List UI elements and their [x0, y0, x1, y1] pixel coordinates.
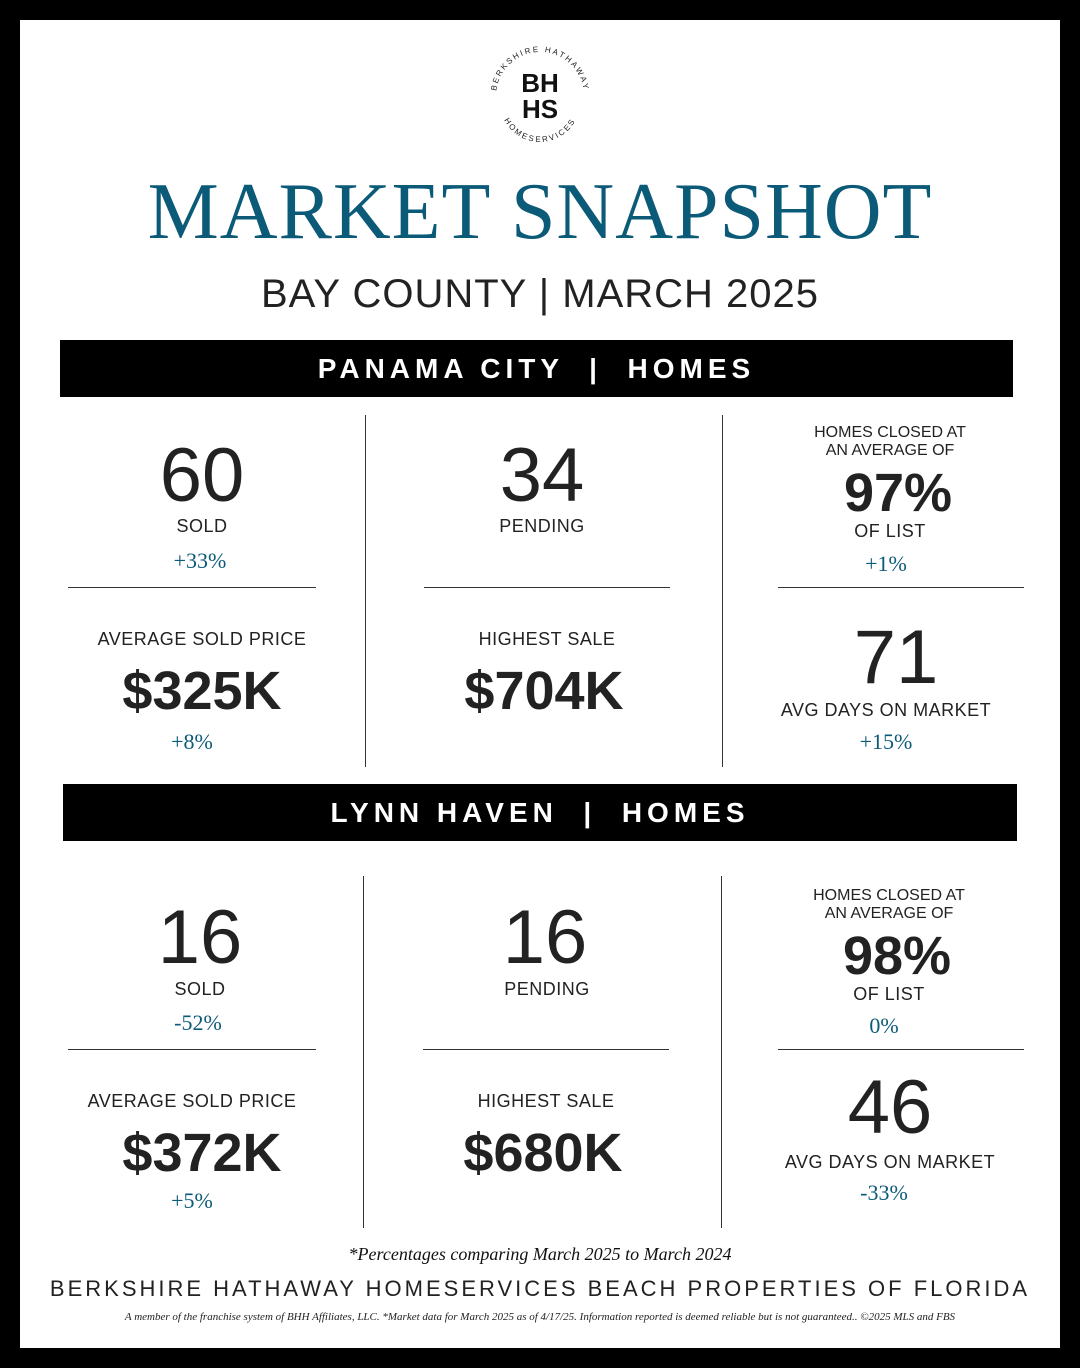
list-pct-label-1: HOMES CLOSED AT	[813, 887, 965, 904]
divider	[363, 876, 364, 1228]
avg-price-value: $325K	[122, 661, 282, 721]
divider	[778, 587, 1024, 588]
avg-price-value: $372K	[122, 1123, 282, 1183]
pending-count: 34	[499, 433, 585, 518]
divider	[424, 587, 670, 588]
logo-ring-top: BERKSHIRE HATHAWAY	[489, 44, 591, 92]
highest-sale-label: HIGHEST SALE	[477, 1091, 615, 1111]
pending-label: PENDING	[499, 516, 585, 536]
highest-sale-value: $680K	[463, 1123, 623, 1183]
list-pct-value: 97%	[843, 463, 953, 523]
company-name: BERKSHIRE HATHAWAY HOMESERVICES BEACH PROPERTIES OF FLORIDA	[49, 1276, 1031, 1301]
pending-count: 16	[502, 895, 588, 980]
avg-price-change: +8%	[171, 729, 213, 754]
avg-price-change: +5%	[171, 1188, 213, 1213]
list-pct-label-1: HOMES CLOSED AT	[814, 424, 966, 441]
bhhs-logo	[482, 38, 598, 154]
divider	[722, 415, 723, 767]
list-pct-label-3: OF LIST	[854, 521, 926, 541]
list-pct-value: 98%	[842, 926, 952, 986]
avg-price-label: AVERAGE SOLD PRICE	[97, 629, 307, 649]
days-on-market-change: -33%	[860, 1180, 908, 1205]
divider	[68, 587, 316, 588]
days-on-market-value: 46	[847, 1065, 933, 1150]
logo-line2: HS	[521, 94, 559, 124]
days-on-market-label: AVG DAYS ON MARKET	[780, 700, 992, 720]
list-pct-change: +1%	[865, 551, 907, 576]
list-pct-label-3: OF LIST	[853, 984, 925, 1004]
page-title: MARKET SNAPSHOT	[147, 168, 933, 256]
logo-ring-bottom: HOMESERVICES	[502, 116, 578, 145]
highest-sale-value: $704K	[464, 661, 624, 721]
divider	[365, 415, 366, 767]
section-banner-lynn-haven: LYNN HAVEN | HOMES	[63, 784, 1017, 841]
sold-label: SOLD	[176, 516, 228, 536]
sold-change: +33%	[173, 548, 227, 573]
list-pct-label-2: AN AVERAGE OF	[825, 442, 955, 459]
divider	[721, 876, 722, 1228]
days-on-market-change: +15%	[859, 729, 913, 754]
divider	[68, 1049, 316, 1050]
divider	[778, 1049, 1024, 1050]
page-subtitle: BAY COUNTY | MARCH 2025	[261, 272, 819, 316]
avg-price-label: AVERAGE SOLD PRICE	[87, 1091, 297, 1111]
pending-label: PENDING	[504, 979, 590, 999]
days-on-market-value: 71	[853, 615, 939, 700]
list-pct-change: 0%	[869, 1013, 899, 1038]
sold-count: 60	[159, 433, 245, 518]
disclaimer: A member of the franchise system of BHH Affiliates, LLC. *Market data for March 2025 as of 4/17/25. Information reported is deemed reliable but is not guaranteed.. ©2025 MLS and FBS	[124, 1311, 956, 1323]
sold-change: -52%	[174, 1010, 222, 1035]
section-banner-panama-city: PANAMA CITY | HOMES	[60, 340, 1013, 397]
sold-label: SOLD	[174, 979, 226, 999]
footnote: *Percentages comparing March 2025 to March 2024	[348, 1244, 732, 1264]
divider	[423, 1049, 669, 1050]
days-on-market-label: AVG DAYS ON MARKET	[784, 1152, 996, 1172]
sold-count: 16	[157, 895, 243, 980]
highest-sale-label: HIGHEST SALE	[478, 629, 616, 649]
logo-line1: BH	[521, 68, 559, 98]
list-pct-label-2: AN AVERAGE OF	[824, 905, 954, 922]
